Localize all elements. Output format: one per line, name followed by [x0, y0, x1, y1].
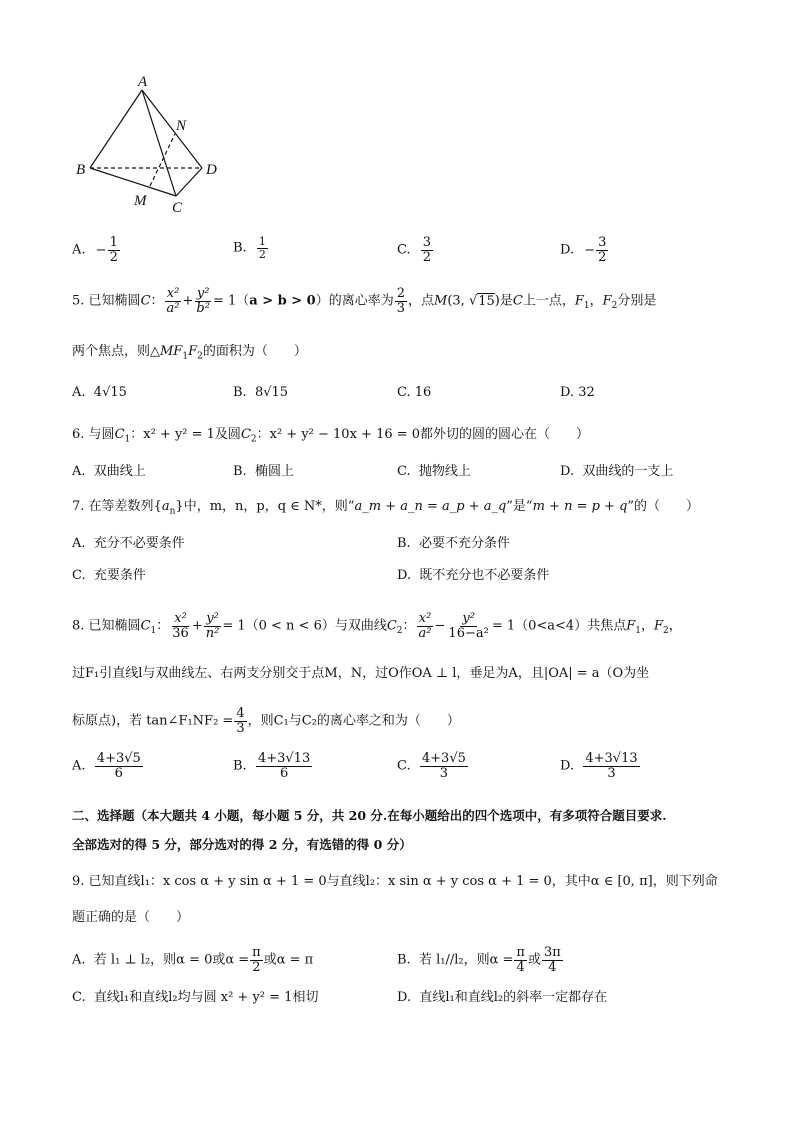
q6-option-b[interactable]: B. 椭圆上: [233, 464, 294, 479]
q9-option-d[interactable]: D. 直线l₁和直线l₂的斜率一定都存在: [397, 990, 608, 1005]
fraction: $\frac{3}{2}$: [598, 235, 607, 265]
q9-option-c[interactable]: C. 直线l₁和直线l₂均与圆 x² + y² = 1相切: [72, 990, 319, 1005]
fraction: $\frac{3}{2}$: [422, 235, 432, 265]
section2-heading-line2: 全部选对的得 5 分，部分选对的得 2 分，有选错的得 0 分）: [72, 837, 412, 852]
point-label-c: C: [172, 200, 183, 216]
q9-option-b[interactable]: B. 若 l₁//l₂，则α = $\frac{\pi}{4}$ 或 $\frac{3\pi}{4}$: [397, 945, 561, 975]
q6-option-d[interactable]: D. 双曲线的一支上: [560, 464, 674, 479]
q7-stem: 7. 在等差数列$\{a_n\}$中，m，n，p，q ∈ N*，则“a_m + a_n = a_p + a_q”是“m + n = p + q”的（ ）: [72, 499, 700, 517]
q4-option-d[interactable]: D. − $\frac{3}{2}$: [560, 235, 607, 265]
fraction: $\frac{1}{2}$: [109, 235, 118, 265]
fraction: $\frac{1}{2}$: [258, 235, 266, 261]
tetrahedron-figure: [72, 72, 232, 222]
q4-option-c[interactable]: C. $\frac{3}{2}$: [397, 235, 432, 265]
q8-option-b[interactable]: B. $\frac{4+3√13}{6}$: [233, 751, 311, 781]
section2-heading-line1: 二、选择题（本大题共 4 小题，每小题 5 分，共 20 分.在每小题给出的四个选项中，有多项符合题目要求.: [72, 808, 667, 823]
q5-option-d[interactable]: D. 32: [560, 385, 595, 400]
point-label-m: M: [134, 193, 147, 209]
segment-mn: [150, 134, 175, 186]
point-label-d: D: [206, 162, 217, 178]
q9-option-a[interactable]: A. 若 l₁ ⊥ l₂，则α = 0或α = $\frac{\pi}{2}$ 或α = π: [72, 945, 314, 975]
point-label-b: B: [76, 162, 86, 178]
q6-stem: 6. 与圆$C_1$：x² + y² = 1及圆$C_2$：x² + y² − 10x + 16 = 0都外切的圆的圆心在（ ）: [72, 427, 590, 445]
q7-option-a[interactable]: A. 充分不必要条件: [72, 536, 185, 551]
q8-option-d[interactable]: D. $\frac{4+3√13}{3}$: [560, 751, 638, 781]
q5-option-c[interactable]: C. 16: [397, 385, 432, 400]
q4-option-b[interactable]: B. $\frac{1}{2}$: [233, 235, 266, 261]
edge-ab: [90, 90, 142, 168]
q5-option-b[interactable]: B. 8√15: [233, 385, 289, 400]
point-label-n: N: [176, 118, 187, 134]
q8-option-c[interactable]: C. $\frac{4+3√5}{3}$: [397, 751, 466, 781]
edge-cd: [176, 168, 202, 196]
q5-stem-line1: 5. 已知椭圆C： $\frac{\text{x²}}{\text{a²}}$ + $\frac{\text{y²}}{\text{b²}}$ = 1（a > b > 0）的离心率为 $\frac{2}{3}$ ，点M(3, √15)是C上一点，$F_1$，$F_2$分别是: [72, 286, 657, 316]
q8-stem-line2: 过F₁引直线l与双曲线左、右两支分别交于点M，N，过O作OA ⊥ l，垂足为A，且|OA| = a（O为坐: [72, 666, 650, 681]
edge-ac: [142, 90, 176, 196]
q7-option-b[interactable]: B. 必要不充分条件: [397, 536, 510, 551]
q8-stem-line1: 8. 已知椭圆$C_1$： $\frac{\text{x²}}{36}$ + $\frac{\text{y²}}{\text{n²}}$ = 1（0 < n < 6）与双曲线$C_2$： $\frac{\text{x²}}{\text{a²}}$ − $\frac{\text{y²}}{\text{16−a²}}$ = 1（0<a<4）共焦点$F_1$，$F_2$，: [72, 611, 682, 641]
q8-option-a[interactable]: A. $\frac{4+3√5}{6}$: [72, 751, 141, 781]
point-label-a: A: [138, 74, 148, 90]
q4-option-a[interactable]: A. − $\frac{1}{2}$: [72, 235, 118, 265]
q7-option-d[interactable]: D. 既不充分也不必要条件: [397, 568, 550, 583]
q6-option-a[interactable]: A. 双曲线上: [72, 464, 146, 479]
q8-stem-line3: 标原点)，若 tan∠F₁NF₂ = $\frac{4}{3}$ ，则C₁与C₂的离心率之和为（ ）: [72, 706, 460, 736]
q6-option-c[interactable]: C. 抛物线上: [397, 464, 471, 479]
q7-option-c[interactable]: C. 充要条件: [72, 568, 146, 583]
q5-stem-line2: 两个焦点，则$\triangle MF_1F_2$的面积为（ ）: [72, 344, 307, 362]
q5-option-a[interactable]: A. 4√15: [72, 385, 127, 400]
q9-stem-line1: 9. 已知直线l₁：x cos α + y sin α + 1 = 0与直线l₂：x sin α + y cos α + 1 = 0，其中α ∈ [0, π]，则下列命: [72, 874, 718, 889]
edge-ad: [142, 90, 202, 168]
edge-bc: [90, 168, 176, 196]
q9-stem-line2: 题正确的是（ ）: [72, 910, 190, 925]
